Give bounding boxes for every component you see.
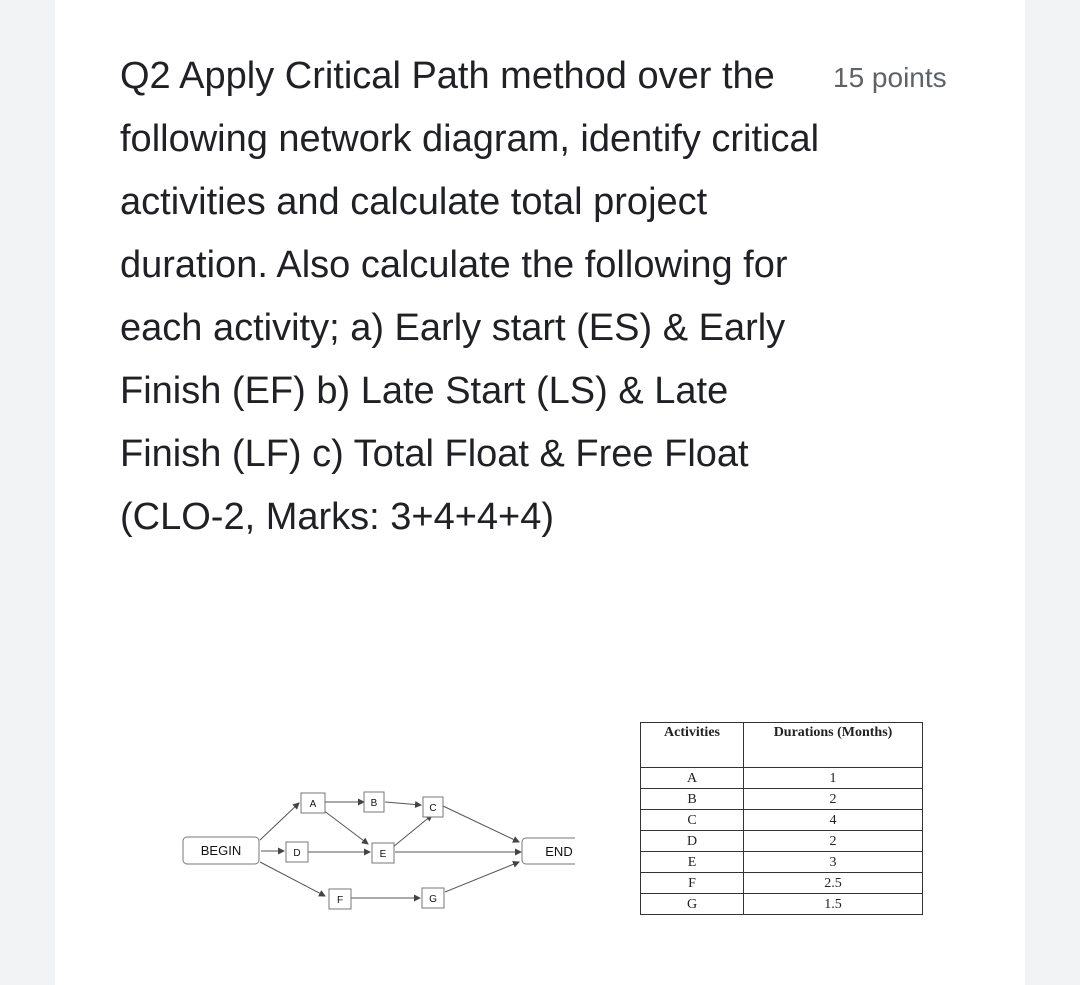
activity-cell: B: [641, 789, 744, 810]
activity-cell: C: [641, 810, 744, 831]
node-g-label: G: [429, 894, 437, 905]
question-card: [55, 0, 1025, 985]
edge-begin-a: [260, 803, 299, 840]
edge-g-end: [445, 862, 519, 892]
question-figure: [55, 700, 1025, 960]
duration-cell: 2: [744, 789, 923, 810]
edge-e-c: [393, 815, 432, 847]
header-durations: Durations (Months): [744, 723, 923, 768]
table-row: [641, 810, 923, 831]
table-row: [641, 894, 923, 915]
durations-table: [640, 722, 923, 915]
question-text: Q2 Apply Critical Path method over the following network diagram, identify critical activities and calculate total project duration. Also calculate the following for each activity; a) Early start (ES) & Early Finish (EF) b) Late Start (LS) & Late Finish (LF) c) Total Float & Free Float (CLO-2, Marks: 3+4+4+4): [120, 55, 820, 538]
edge-begin-f: [260, 862, 325, 896]
network-diagram: [175, 772, 575, 922]
node-d-label: D: [293, 848, 301, 859]
activity-cell: F: [641, 873, 744, 894]
activity-cell: A: [641, 768, 744, 789]
node-f-label: F: [336, 895, 344, 906]
duration-cell: 1.5: [744, 894, 923, 915]
activity-cell: D: [641, 831, 744, 852]
points-label: 15 points: [833, 62, 947, 93]
node-end-label: END: [545, 844, 573, 859]
edge-b-c: [385, 802, 421, 805]
duration-cell: 2: [744, 831, 923, 852]
table-row: [641, 852, 923, 873]
duration-cell: 4: [744, 810, 923, 831]
duration-cell: 2.5: [744, 873, 923, 894]
edge-a-e: [323, 810, 368, 844]
duration-cell: 3: [744, 852, 923, 873]
edge-c-end: [443, 806, 519, 842]
table-row: [641, 789, 923, 810]
activity-cell: G: [641, 894, 744, 915]
node-b-label: B: [370, 798, 378, 809]
node-begin-label: BEGIN: [200, 843, 242, 858]
node-e-label: E: [379, 849, 387, 860]
duration-cell: 1: [744, 768, 923, 789]
table-header-row: [641, 723, 923, 768]
header-activities: Activities: [641, 723, 744, 768]
node-c-label: C: [429, 803, 437, 814]
table-row: [641, 768, 923, 789]
node-a-label: A: [309, 799, 317, 810]
table-row: [641, 873, 923, 894]
activity-cell: E: [641, 852, 744, 873]
table-row: [641, 831, 923, 852]
